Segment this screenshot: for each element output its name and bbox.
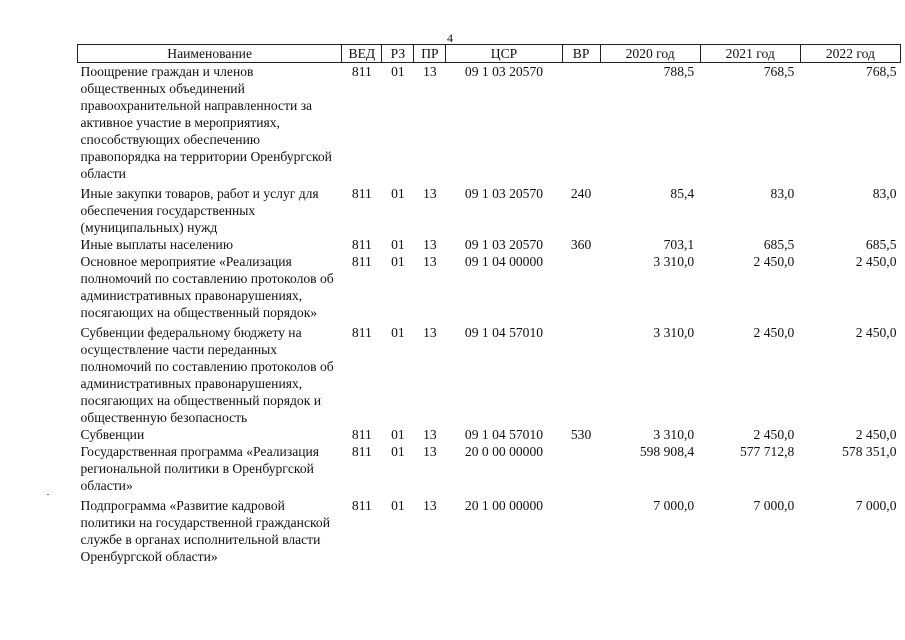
row-ved: 811 xyxy=(351,186,372,201)
row-name: Иные выплаты населению xyxy=(80,237,233,252)
row-rz: 01 xyxy=(391,498,405,513)
table-row xyxy=(78,182,901,236)
table-row xyxy=(78,443,901,494)
header-2020: 2020 год xyxy=(600,45,700,63)
table-row xyxy=(78,426,901,443)
row-vr xyxy=(562,321,600,426)
row-2022: 83,0 xyxy=(872,186,897,201)
row-rz: 01 xyxy=(391,325,405,340)
table-header-row xyxy=(78,45,901,63)
row-2020: 3 310,0 xyxy=(653,254,695,269)
row-csr: 09 1 03 20570 xyxy=(464,186,544,201)
row-csr: 20 0 00 00000 xyxy=(464,444,544,459)
row-name: Поощрение граждан и членов общественных объединений правоохранительной направленности за активное участие в мероприятиях, способствующих обеспечению правопорядка на территории Оренбургской области xyxy=(80,64,332,181)
row-ved: 811 xyxy=(351,498,372,513)
table-row xyxy=(78,321,901,426)
header-vr: ВР xyxy=(562,45,600,63)
header-pr: ПР xyxy=(414,45,446,63)
page-number: 4 xyxy=(447,31,453,45)
row-vr xyxy=(562,253,600,321)
row-2021: 768,5 xyxy=(763,64,795,79)
row-name: Субвенции федеральному бюджету на осуществление части переданных полномочий по составлению протоколов об административных правонарушениях, посягающих на общественный порядок и общественную безопасность xyxy=(80,325,334,425)
row-2021: 2 450,0 xyxy=(753,254,795,269)
row-2022: 2 450,0 xyxy=(855,325,897,340)
row-2022: 7 000,0 xyxy=(855,498,897,513)
row-vr: 360 xyxy=(570,237,592,252)
row-vr xyxy=(562,494,600,565)
row-2020: 3 310,0 xyxy=(653,325,695,340)
scan-speck xyxy=(47,494,49,495)
row-2020: 85,4 xyxy=(670,186,695,201)
row-rz: 01 xyxy=(391,254,405,269)
row-2020: 788,5 xyxy=(663,64,695,79)
row-2022: 685,5 xyxy=(865,237,897,252)
row-2020: 598 908,4 xyxy=(639,444,695,459)
row-name: Подпрограмма «Развитие кадровой политики на государственной гражданской службе в органах исполнительной власти Оренбургской области» xyxy=(80,498,330,564)
row-vr: 530 xyxy=(570,427,592,442)
row-pr: 13 xyxy=(423,444,437,459)
header-2022: 2022 год xyxy=(800,45,900,63)
table-row xyxy=(78,236,901,253)
row-pr: 13 xyxy=(423,64,437,79)
row-rz: 01 xyxy=(391,427,405,442)
row-name: Иные закупки товаров, работ и услуг для обеспечения государственных (муниципальных) нужд xyxy=(80,186,319,235)
row-pr: 13 xyxy=(423,254,437,269)
row-ved: 811 xyxy=(351,254,372,269)
row-vr xyxy=(562,63,600,183)
table-row xyxy=(78,253,901,321)
row-csr: 09 1 03 20570 xyxy=(464,237,544,252)
row-2022: 768,5 xyxy=(865,64,897,79)
row-csr: 09 1 04 57010 xyxy=(464,325,544,340)
row-2020: 703,1 xyxy=(663,237,695,252)
row-2022: 578 351,0 xyxy=(842,444,897,459)
header-name: Наименование xyxy=(78,45,342,63)
row-pr: 13 xyxy=(423,427,437,442)
row-2020: 3 310,0 xyxy=(653,427,695,442)
row-pr: 13 xyxy=(423,498,437,513)
row-2021: 2 450,0 xyxy=(753,325,795,340)
row-2021: 685,5 xyxy=(763,237,795,252)
table-row xyxy=(78,494,901,565)
row-ved: 811 xyxy=(351,64,372,79)
row-csr: 09 1 04 00000 xyxy=(464,254,544,269)
row-name: Основное мероприятие «Реализация полномочий по составлению протоколов об административных правонарушениях, посягающих на общественный порядок» xyxy=(80,254,334,320)
row-vr xyxy=(562,443,600,494)
row-name: Субвенции xyxy=(80,427,145,442)
header-2021: 2021 год xyxy=(700,45,800,63)
budget-table xyxy=(77,44,901,565)
row-pr: 13 xyxy=(423,325,437,340)
row-csr: 09 1 04 57010 xyxy=(464,427,544,442)
row-name: Государственная программа «Реализация региональной политики в Оренбургской области» xyxy=(80,444,320,493)
row-2021: 577 712,8 xyxy=(739,444,795,459)
row-pr: 13 xyxy=(423,237,437,252)
header-csr: ЦСР xyxy=(446,45,562,63)
row-ved: 811 xyxy=(351,237,372,252)
row-rz: 01 xyxy=(391,237,405,252)
row-rz: 01 xyxy=(391,444,405,459)
row-ved: 811 xyxy=(351,325,372,340)
row-ved: 811 xyxy=(351,444,372,459)
row-pr: 13 xyxy=(423,186,437,201)
row-2021: 7 000,0 xyxy=(753,498,795,513)
table-row xyxy=(78,63,901,183)
row-rz: 01 xyxy=(391,64,405,79)
header-rz: РЗ xyxy=(382,45,414,63)
row-2022: 2 450,0 xyxy=(855,254,897,269)
header-ved: ВЕД xyxy=(342,45,382,63)
row-2021: 83,0 xyxy=(770,186,795,201)
row-ved: 811 xyxy=(351,427,372,442)
row-2021: 2 450,0 xyxy=(753,427,795,442)
row-csr: 20 1 00 00000 xyxy=(464,498,544,513)
row-2022: 2 450,0 xyxy=(855,427,897,442)
row-2020: 7 000,0 xyxy=(653,498,695,513)
row-rz: 01 xyxy=(391,186,405,201)
row-vr: 240 xyxy=(570,186,592,201)
row-csr: 09 1 03 20570 xyxy=(464,64,544,79)
